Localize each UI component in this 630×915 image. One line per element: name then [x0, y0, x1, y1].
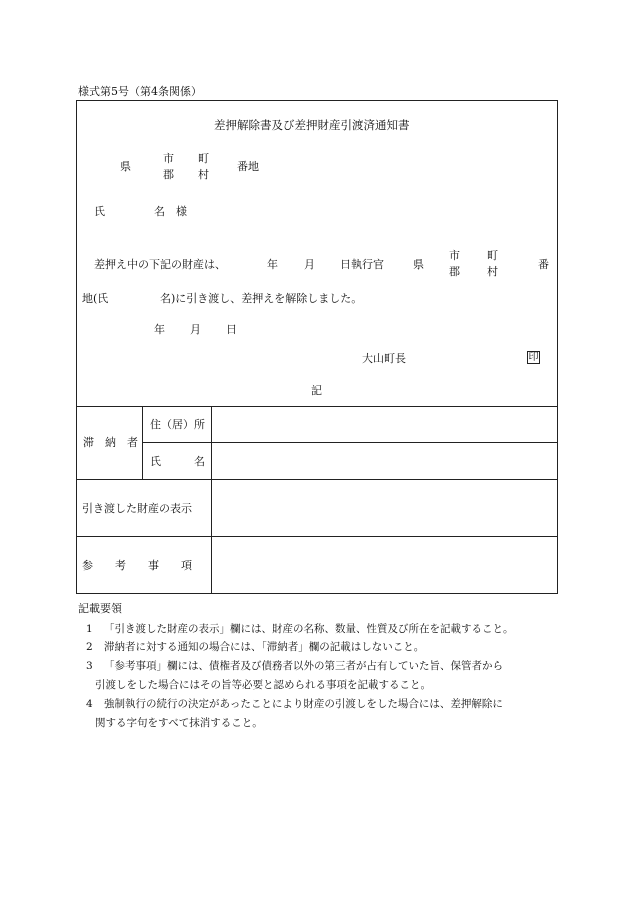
- body-machi: 町: [487, 249, 498, 262]
- date-nichi: 日: [226, 323, 237, 336]
- body-ban: 番: [538, 258, 549, 271]
- address-gun: 郡: [163, 168, 174, 181]
- note-text: 「参考事項」欄には、債権者及び債務者以外の第三者が占有していた旨、保管者から: [104, 660, 503, 672]
- note-item: [86, 657, 556, 675]
- body-gatsu: 月: [304, 258, 315, 271]
- sanko-label: 参 考 事 項: [82, 559, 192, 572]
- note-number: 4: [86, 698, 93, 710]
- note-item-continued: [95, 676, 565, 694]
- body-gun: 郡: [449, 265, 460, 278]
- body-mura: 村: [487, 265, 498, 278]
- addressee-sama: 様: [176, 205, 187, 218]
- body-line1-text: 差押え中の下記の財産は、: [94, 258, 226, 271]
- note-text: 「引き渡した財産の表示」欄には、財産の名称、数量、性質及び所在を記載すること。: [104, 623, 514, 635]
- zaisan-field[interactable]: [212, 480, 557, 536]
- note-text: 引渡しをした場合にはその旨等必要と認められる事項を記載すること。: [95, 679, 431, 691]
- note-item: [86, 695, 556, 713]
- note-number: 3: [86, 660, 93, 672]
- body-nen: 年: [267, 258, 278, 271]
- form-id: 様式第5号（第4条関係）: [78, 85, 202, 98]
- jusho-label: 住（居）所: [150, 418, 205, 431]
- address-banchi: 番地: [237, 160, 259, 173]
- date-nen: 年: [154, 323, 165, 336]
- zaisan-label: 引き渡した財産の表示: [82, 502, 192, 515]
- note-item: [86, 620, 556, 638]
- taino-label: 滞 納 者: [83, 436, 138, 449]
- jusho-field[interactable]: [212, 407, 557, 442]
- note-text: 関する字句をすべて抹消すること。: [95, 717, 263, 729]
- note-number: 1: [86, 623, 93, 635]
- addressee-shi: 氏: [94, 205, 105, 218]
- address-mura: 村: [198, 168, 209, 181]
- note-item: [86, 638, 556, 656]
- shimei-field[interactable]: [212, 443, 557, 479]
- seal-mark: 印: [528, 351, 539, 363]
- body-ken: 県: [413, 258, 424, 271]
- ki-label: 記: [311, 384, 322, 397]
- addressee-mei: 名: [154, 205, 165, 218]
- body-line2-end: 名)に引き渡し、差押えを解除しました。: [160, 292, 363, 305]
- sanko-field[interactable]: [212, 537, 557, 593]
- note-item-continued: [95, 714, 565, 732]
- taino-divider: [142, 406, 143, 479]
- body-nichi-shikkoukan: 日執行官: [340, 258, 384, 271]
- address-shi: 市: [163, 152, 174, 165]
- note-text: 強制執行の続行の決定があったことにより財産の引渡しをした場合には、差押解除に: [104, 698, 503, 710]
- body-line2-start: 地(氏: [82, 292, 109, 305]
- notes-heading: 記載要領: [78, 602, 122, 615]
- note-text: 滞納者に対する通知の場合には、「滞納者」欄の記載はしないこと。: [104, 641, 425, 653]
- address-ken: 県: [120, 160, 131, 173]
- date-gatsu: 月: [190, 323, 201, 336]
- note-number: 2: [86, 641, 93, 653]
- body-shi: 市: [449, 249, 460, 262]
- issuer: 大山町長: [362, 352, 406, 365]
- shimei-label: 氏 名: [150, 455, 205, 468]
- document-title: 差押解除書及び差押財産引渡済通知書: [214, 118, 410, 132]
- address-machi: 町: [198, 152, 209, 165]
